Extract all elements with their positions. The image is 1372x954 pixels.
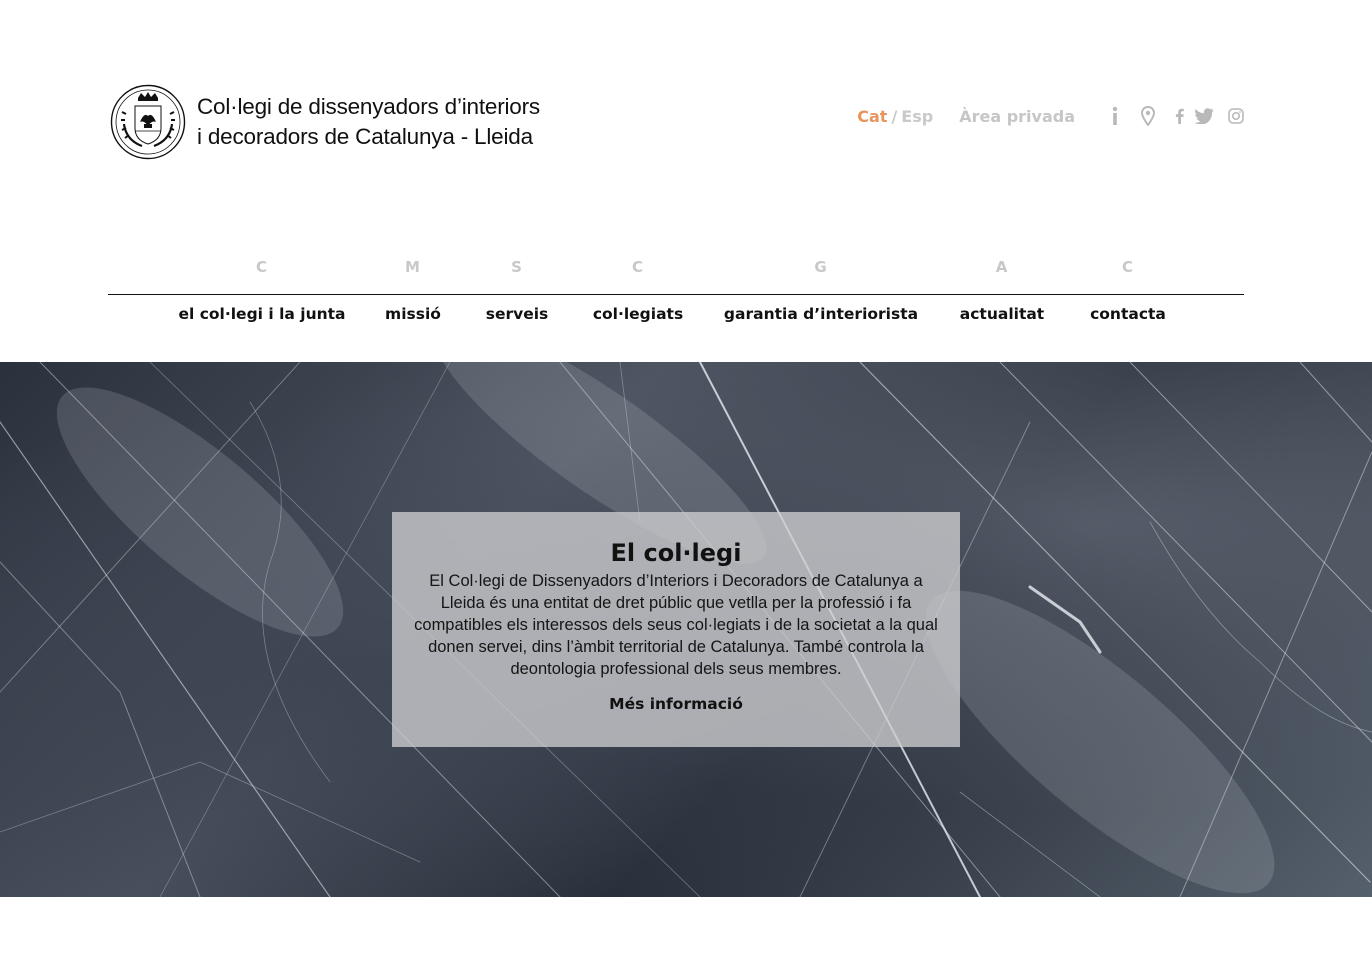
logo-line-2: i decoradors de Catalunya - Lleida: [197, 124, 533, 149]
nav-letter: A: [995, 258, 1009, 276]
main-nav: [108, 252, 1244, 323]
hero-banner: [0, 362, 1372, 897]
crest-icon: [110, 84, 186, 160]
facebook-icon[interactable]: [1175, 105, 1184, 127]
nav-letter: G: [814, 258, 828, 276]
private-area-link[interactable]: Àrea privada: [959, 106, 1075, 126]
nav-item-missio[interactable]: missió: [385, 305, 441, 323]
nav-letter: C: [631, 258, 645, 276]
logo-text: [197, 92, 540, 152]
lang-esp-link[interactable]: Esp: [901, 106, 934, 126]
nav-letters: [108, 252, 1244, 282]
twitter-icon[interactable]: [1194, 105, 1214, 127]
nav-letter: M: [405, 258, 421, 276]
lang-cat-link[interactable]: Cat: [857, 106, 888, 126]
top-bar: [857, 103, 1244, 129]
nav-letter: S: [511, 258, 523, 276]
nav-item-serveis[interactable]: serveis: [485, 305, 549, 323]
language-switcher: [857, 107, 933, 126]
card-title: El col·legi: [610, 539, 742, 567]
map-pin-icon[interactable]: [1141, 105, 1155, 127]
nav-item-collegiats[interactable]: col·legiats: [592, 305, 684, 323]
nav-links: [108, 305, 1244, 329]
site-logo[interactable]: [110, 84, 540, 160]
social-icons: [1095, 105, 1244, 127]
info-icon[interactable]: [1111, 105, 1119, 127]
nav-letter: C: [255, 258, 269, 276]
lang-separator: /: [891, 106, 898, 126]
nav-item-el-collegi[interactable]: el col·legi i la junta: [178, 305, 346, 323]
nav-letter: C: [1121, 258, 1135, 276]
card-description: El Col·legi de Dissenyadors d’Interiors i Decoradors de Catalunya a Lleida és una entitat de dret públic que vetlla per la professió i fa compatibles els interessos dels seus col·legiats i de la societat a la qual donen servei, dins l’àmbit territorial de Catalunya. També controla la deontologia professional dels seus membres.: [414, 572, 938, 678]
nav-item-actualitat[interactable]: actualitat: [959, 305, 1045, 323]
logo-line-1: Col·legi de dissenyadors d’interiors: [197, 94, 540, 119]
nav-divider: [108, 294, 1244, 295]
nav-item-contacta[interactable]: contacta: [1090, 305, 1166, 323]
instagram-icon[interactable]: [1228, 105, 1244, 127]
intro-card: [392, 512, 960, 747]
more-info-link[interactable]: Més informació: [609, 695, 743, 713]
nav-item-garantia[interactable]: garantia d’interiorista: [723, 305, 919, 323]
